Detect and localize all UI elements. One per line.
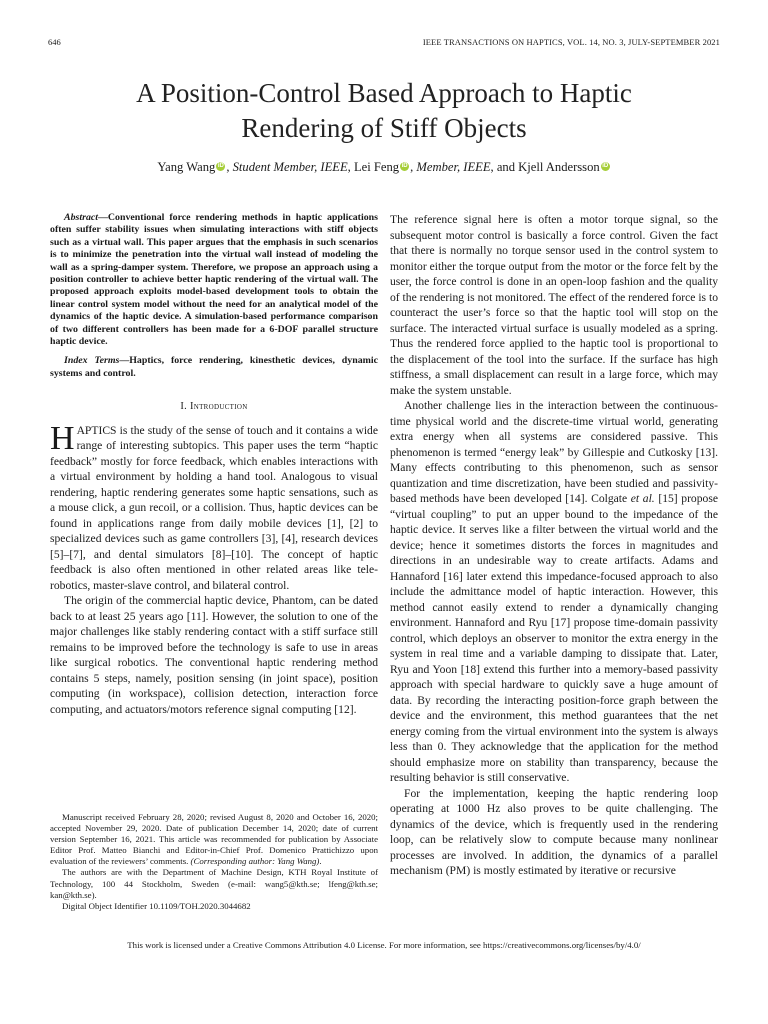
- paper-title: [60, 76, 708, 146]
- paragraph-text: APTICS is the study of the sense of touch and it contains a wide range of interesting subtopics. This paper uses the term “haptic feedback” mostly for force feedback, which enables interactions with a virtual environment by holding a hand tool. Analogous to visual rendering, haptic rendering generates some haptic sensations, such as a mouse click, a gun recoil, or a collision. Thus, haptic devices can be found in applications range from daily mobile devices [1], [2] to specialized devices such as game controllers [3], [4], research devices [5]–[7], and dental simulators [8]–[10]. The concept of haptic feedback is also often mentioned in other related areas like tele-robotics, master-slave control, and bilateral control.: [50, 423, 378, 592]
- drop-cap: H: [50, 419, 75, 457]
- license-note: This work is licensed under a Creative Commons Attribution 4.0 License. For more information, see https://creativecommons.org/licenses/by/4.0/: [127, 940, 641, 950]
- author-list: Yang Wang iD , Student Member, IEEE, Lei Feng iD , Member, IEEE, and Kjell Andersson iD: [157, 160, 609, 174]
- body-paragraph: [50, 419, 378, 594]
- section-title: Introduction: [189, 401, 248, 413]
- body-paragraph: The reference signal here is often a motor torque signal, so the subsequent motor control is basically a force control. Given the fact that there is normally no torque sensor used in the control system to monitor either the torque output from the motor or the force felt by the user, the force control is done in an open-loop fashion and the quality of the rendering is not monitored. The effect of the rendered force is to counteract the user’s force so that the haptic tool will stop on the surface. The interacted virtual surface is usually modeled as a spring. Thus the rendered force applied to the haptic tool is proportional to the displacement of the tool into the surface. If the surface has high stiffness, a small displacement can result in a large force, which may make the system unstable.: [390, 213, 718, 397]
- author-separator: , and: [490, 160, 519, 174]
- et-al: et al.: [630, 492, 655, 505]
- author-1-role: Student Member, IEEE: [232, 160, 348, 174]
- author-1: Yang Wang: [157, 160, 216, 174]
- title-line-2: Rendering of Stiff Objects: [241, 113, 527, 143]
- author-3: Kjell Andersson: [518, 160, 600, 174]
- author-2-role: Member, IEEE: [416, 160, 491, 174]
- running-header: [48, 37, 720, 49]
- manuscript-note: Manuscript received February 28, 2020; revised August 8, 2020 and October 16, 2020; accepted November 29, 2020. Date of publication December 14, 2020; date of current version September 16, 2021. This article was recommended for publication by Associate Editor Prof. Matteo Bianchi and Editor-in-Chief Prof. Domenico Prattichizzo upon evaluation of the reviewers’ comments. (Corresponding author: Yang Wang).: [50, 812, 378, 867]
- abstract-text: —Conventional force rendering methods in haptic applications often suffer stability issues when simulating interactions with stiff objects such as a virtual wall. This paper argues that the emphasis in such scenarios is to minimize the penetration into the virtual wall instead of modeling the wall as a spring-damper system. Therefore, we propose an approach using a position controller to achieve better haptic rendering of the virtual wall. The proposed approach exploits model-based development tools to obtain the linear control system model without the need for an analytical model of the dynamics of the haptic device. A simulation-based performance comparison of two different controllers has been made for a 6-DOF parallel structure haptic device.: [50, 212, 378, 348]
- body-paragraph: For the implementation, keeping the haptic rendering loop operating at 1000 Hz also proves to be quite challenging. The dynamics of the device, which is frequently used in the rendering loop, can be relatively slow to compute because many nonlinear processes are involved. In addition, the dynamics of a parallel mechanism (PM) is mostly estimated by iterative or recursive: [390, 786, 718, 877]
- index-terms-text: —Haptics, force rendering, kinesthetic devices, dynamic systems and control.: [50, 355, 379, 379]
- affiliation-note: The authors are with the Department of Machine Design, KTH Royal Institute of Technology, 100 44 Stockholm, Sweden (e-mail: wang5@kth.se; lfeng@kth.se; kan@kth.se).: [50, 867, 378, 900]
- orcid-icon[interactable]: iD: [602, 163, 609, 169]
- right-column: [390, 212, 718, 879]
- orcid-icon[interactable]: iD: [401, 163, 408, 169]
- footnote: [50, 812, 378, 912]
- author-2: Lei Feng: [353, 160, 400, 174]
- orcid-icon[interactable]: iD: [217, 163, 224, 169]
- index-terms: [50, 355, 378, 380]
- abstract: [50, 212, 378, 348]
- index-terms-label: Index Terms: [64, 355, 120, 367]
- body-paragraph: Another challenge lies in the interaction between the continuous-time physical world and the discrete-time virtual world, generating extra energy when all systems are considered passive. This phenomenon is termed “energy leak” by Gillespie and Cutkosky [13]. Many effects contributing to this phenomenon, such as sensor quantization and time discretization, have been studied and passivity-based methods have been developed [14]. Colgate et al. [15] propose “virtual coupling” to put an upper bound to the impedance of the haptic device. It serves like a filter between the virtual world and the device; hence it sometimes distorts the forces in magnitudes and directions in an undesirable way to create artifacts. Adams and Hannaford [16] later extend this impedance-focused approach to also include the admittance model of haptic interaction. However, this method cannot easily extend to render a dynamically changing environment. Hannaford and Ryu [17] propose time-domain passivity control, which deploys an observer to monitor the extra energy in the system in real time and a variable damping to dissipate that. Later, Ryu and Yoon [18] extend this further into a memory-based passivity approach with special hardware to quickly save a huge amount of data. By recording the interacting position-force graph between the device and the environment, this method guarantees that the net energy coming from the virtual environment into the system is always less than 0. They acknowledge that the application for the method should emphasize more on stability than transparency, because the resulting behavior is still conservative.: [390, 399, 718, 784]
- abstract-label: Abstract: [64, 212, 99, 223]
- body-paragraph: The origin of the commercial haptic device, Phantom, can be dated back to at least 25 years ago [11]. However, the solution to one of the major challenges like stably rendering contact with a stiff surface still remains to be improved before the technology is safe to use in areas like surgical robotics. The conventional haptic rendering method contains 5 steps, namely, position sensing (in joint space), position computing (in workspace), collision detection, interaction force computing, and actuators/motors reference signal computing [12].: [50, 594, 378, 716]
- journal-name: IEEE TRANSACTIONS ON HAPTICS, VOL. 14, NO. 3, JULY-SEPTEMBER 2021: [422, 37, 720, 47]
- corresponding-author: (Corresponding author: Yang Wang): [190, 856, 320, 867]
- section-number: I.: [180, 401, 190, 413]
- page-number: 646: [48, 37, 61, 47]
- section-heading: [50, 399, 378, 415]
- doi-note: Digital Object Identifier 10.1109/TOH.2020.3044682: [62, 900, 251, 911]
- left-column: [50, 212, 378, 717]
- title-line-1: A Position-Control Based Approach to Haptic: [136, 78, 632, 108]
